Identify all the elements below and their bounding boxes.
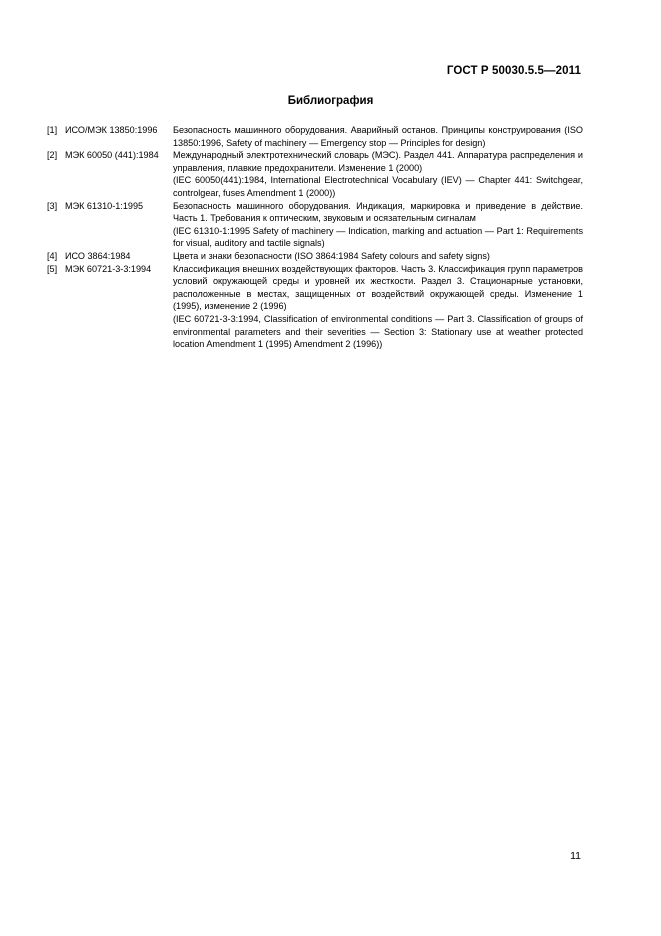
- entry-standard-code: МЭК 60721-3-3:1994: [65, 263, 152, 274]
- entry-number: [3]: [47, 200, 58, 211]
- entry-description: [173, 250, 583, 263]
- bibliography-entry: [47, 250, 583, 263]
- entry-standard-code: МЭК 60050 (441):1984: [65, 150, 159, 161]
- bibliography-entry: [47, 149, 583, 199]
- entry-number: [5]: [47, 263, 58, 274]
- entry-text: Международный электротехнический словарь (МЭС). Раздел 441. Аппаратура распределения и управления, плавкие предохранители. Изменение 1 (2000): [173, 150, 583, 173]
- entry-text: Цвета и знаки безопасности (ISO 3864:1984 Safety colours and safety signs): [173, 250, 490, 261]
- entry-description: [173, 124, 583, 149]
- entry-number: [4]: [47, 250, 58, 261]
- entry-text-english: (IEC 60721-3-3:1994, Classification of environmental conditions — Part 3. Classification of groups of environmental parameters and their severities — Section 3: Stationary use at weather protected location Amendment 1 (1995) Amendment 2 (1996)): [173, 313, 583, 350]
- bibliography-entry: [47, 200, 583, 250]
- entry-description: [173, 149, 583, 199]
- entry-standard-code: ИСО 3864:1984: [65, 250, 131, 261]
- bibliography-entry: [47, 263, 583, 351]
- page-title: Библиография: [287, 95, 374, 107]
- entry-description: [173, 263, 583, 351]
- entry-number: [1]: [47, 125, 58, 135]
- entry-number: [2]: [47, 150, 58, 161]
- entry-text-english: (IEC 61310-1:1995 Safety of machinery — Indication, marking and actuation — Part 1: Requirements for visual, auditory and tactile signals): [173, 225, 583, 249]
- entry-text: Классификация внешних воздействующих факторов. Часть 3. Классификация групп параметров условий окружающей среды и уровней их жесткости. Раздел 3. Стационарные установки, расположенные в местах, защищенных от воздействий окружающей среды. Изменение 1 (1995), изменение 2 (1996): [173, 263, 583, 312]
- entry-text-english: (IEC 60050(441):1984, International Electrotechnical Vocabulary (IEV) — Chapter 441: Switchgear, controlgear, fuses Amendment 1 (2000)): [173, 175, 583, 198]
- entry-text: Безопасность машинного оборудования. Аварийный останов. Принципы конструирования (ISO 13850:1996, Safety of machinery — Emergency stop — Principles for design): [173, 125, 583, 148]
- bibliography-entry: [47, 124, 583, 149]
- entry-description: [173, 200, 583, 250]
- entry-text: Безопасность машинного оборудования. Индикация, маркировка и приведение в действие. Часть 1. Требования к оптическим, звуковым и осязательным сигналам: [173, 200, 583, 224]
- document-code: ГОСТ Р 50030.5.5—2011: [446, 65, 581, 77]
- entry-standard-code: ИСО/МЭК 13850:1996: [65, 125, 158, 135]
- entry-standard-code: МЭК 61310-1:1995: [65, 200, 144, 211]
- bibliography-list: [47, 124, 583, 351]
- page-number: 11: [570, 850, 581, 862]
